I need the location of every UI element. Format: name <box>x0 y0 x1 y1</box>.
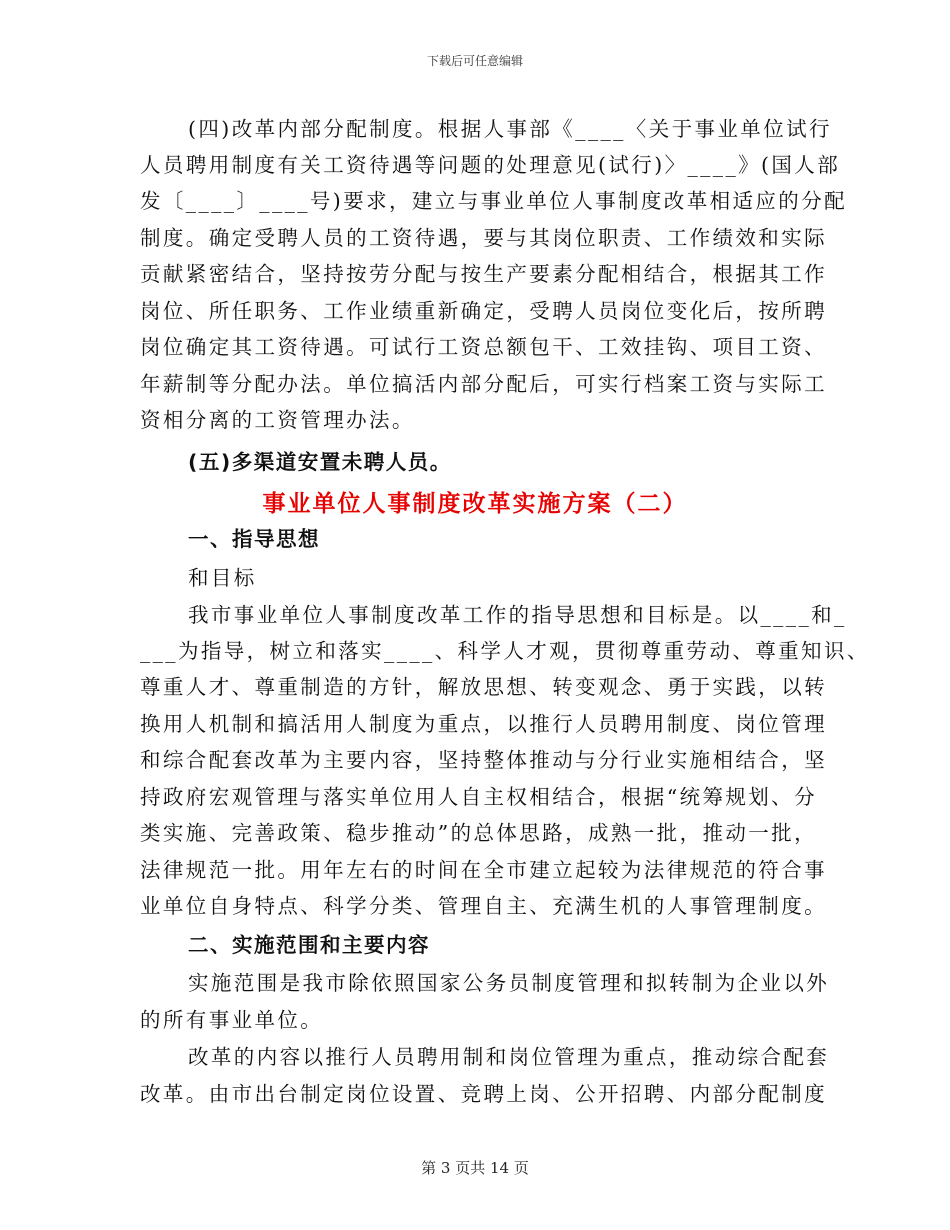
paragraph-line: 尊重人才、尊重制造的方针，解放思想、转变观念、勇于实践，以转 <box>140 675 827 699</box>
paragraph-line: (四)改革内部分配制度。根据人事部《____〈关于事业单位试行 <box>188 117 832 141</box>
paragraph-line: 实施范围是我市除依照国家公务员制度管理和拟转制为企业以外 <box>188 971 830 995</box>
paragraph-line: 换用人机制和搞活用人制度为重点，以推行人员聘用制度、岗位管理 <box>140 712 827 736</box>
paragraph-line: ___为指导，树立和落实____、科学人才观，贯彻尊重劳动、尊重知识、 <box>140 639 870 663</box>
section-heading: 二、实施范围和主要内容 <box>188 933 430 957</box>
section-heading: 一、指导思想 <box>188 527 320 551</box>
paragraph-line: 年薪制等分配办法。单位搞活内部分配后，可实行档案工资与实际工 <box>140 372 827 396</box>
paragraph-line: 资相分离的工资管理办法。 <box>140 408 415 432</box>
paragraph-line: 制度。确定受聘人员的工资待遇，要与其岗位职责、工作绩效和实际 <box>140 226 827 250</box>
paragraph-line: 贡献紧密结合，坚持按劳分配与按生产要素分配相结合，根据其工作 <box>140 262 827 286</box>
paragraph-line: 和综合配套改革为主要内容，坚持整体推动与分行业实施相结合，坚 <box>140 748 827 772</box>
page-header: 下载后可任意编辑 <box>426 54 523 68</box>
paragraph-line: 业单位自身特点、科学分类、管理自主、充满生机的人事管理制度。 <box>140 894 827 918</box>
paragraph-line: 改革的内容以推行人员聘用制和岗位管理为重点，推动综合配套 <box>188 1045 830 1069</box>
section-heading: (五)多渠道安置未聘人员。 <box>188 450 452 474</box>
paragraph-line: 我市事业单位人事制度改革工作的指导思想和目标是。以____和_ <box>188 603 847 627</box>
page-footer: 第 3 页共 14 页 <box>421 1159 529 1177</box>
paragraph-line: 人员聘用制度有关工资待遇等问题的处理意见(试行)〉____》(国人部 <box>140 153 841 177</box>
paragraph-line: 改革。由市出台制定岗位设置、竞聘上岗、公开招聘、内部分配制度 <box>140 1082 827 1106</box>
paragraph-line: 法律规范一批。用年左右的时间在全市建立起较为法律规范的符合事 <box>140 858 827 882</box>
paragraph-line: 的所有事业单位。 <box>140 1008 324 1032</box>
paragraph-line: 类实施、完善政策、稳步推动”的总体思路，成熟一批，推动一批， <box>140 821 817 845</box>
section-subheading: 和目标 <box>188 566 257 590</box>
paragraph-line: 发〔____〕____号)要求，建立与事业单位人事制度改革相适应的分配 <box>140 189 847 213</box>
paragraph-line: 岗位、所任职务、工作业绩重新确定，受聘人员岗位变化后，按所聘 <box>140 299 827 323</box>
paragraph-line: 岗位确定其工资待遇。可试行工资总额包干、工效挂钩、项目工资、 <box>140 335 827 359</box>
paragraph-line: 持政府宏观管理与落实单位用人自主权相结合，根据“统筹规划、分 <box>140 785 817 809</box>
document-title: 事业单位人事制度改革实施方案（二） <box>262 491 688 517</box>
